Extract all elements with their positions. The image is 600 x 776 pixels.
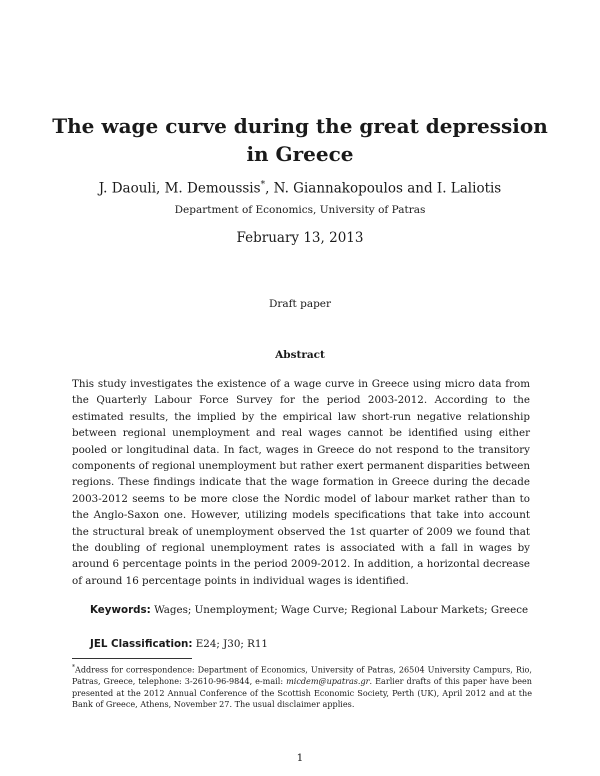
footnote-marker: * (72, 664, 75, 671)
keywords-label: Keywords: (90, 604, 151, 616)
footnote-email: micdem@upatras.gr (286, 676, 370, 687)
title-line-2: in Greece (246, 142, 354, 166)
page-number: 1 (296, 752, 304, 764)
jel-classification (90, 638, 550, 650)
footnote-rule (72, 658, 192, 659)
keywords-value: Wages; Unemployment; Wage Curve; Regional Labour Markets; Greece (154, 604, 529, 616)
abstract-heading: Abstract (275, 349, 325, 361)
footnote (72, 662, 532, 710)
affiliation: Department of Economics, University of Patras (174, 204, 426, 216)
title-line-1: The wage curve during the great depression (52, 114, 548, 138)
paper-date: February 13, 2013 (236, 230, 364, 246)
footnote-text-1: Address for correspondence: Department of Economics, University of Patras, 26504 University Campurs, Rio, Patras, Greece, telephone: 3-2610-96-9844, e-mail: (72, 664, 532, 687)
abstract-text: This study investigates the existence of a wage curve in Greece using micro data from the Quarterly Labour Force Survey for the period 2003-2012. According to the estimated results, the implied by the empirical law short-run negative relationship between regional unemployment and real wages cannot be identified using either pooled or longitudinal data. In fact, wages in Greece do not respond to the transitory components of regional unemployment but rather exert permanent disparities between regions. These findings indicate that the wage formation in Greece during the decade 2003-2012 seems to be more close the Nordic model of labour market rather than to the Anglo-Saxon one. However, utilizing models specifications that take into account the structural break of unemployment observed the 1st quarter of 2009 we found that the doubling of regional unemployment rates is associated with a fall in wages by around 6 percentage points in the period 2009-2012. In addition, a horizontal decrease of around 16 percentage points in individual wages is identified. (72, 378, 530, 587)
jel-value: E24; J30; R11 (195, 638, 268, 650)
correspondence-marker: * (260, 180, 266, 190)
draft-label: Draft paper (268, 298, 332, 310)
jel-label: JEL Classification: (90, 638, 193, 650)
paper-title (40, 112, 560, 168)
author-list (40, 180, 560, 197)
keywords (90, 604, 550, 616)
footnote-text-2: . Earlier drafts of this paper have been presented at the 2012 Annual Conference of the Scottish Economic Society, Perth (UK), April 2012 and at the Bank of Greece, Athens, November 27. The usual disclaimer applies. (72, 676, 532, 709)
authors-rest: , N. Giannakopoulos and I. Laliotis (265, 180, 502, 197)
authors-first: J. Daouli, M. Demoussis (98, 180, 261, 197)
